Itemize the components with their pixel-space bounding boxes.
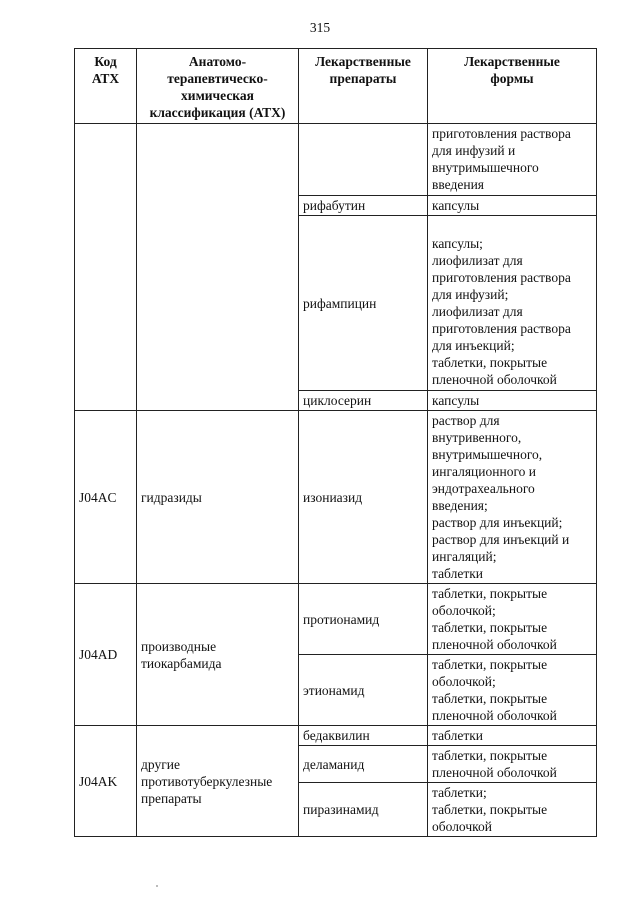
table-row — [75, 124, 597, 196]
forms-cell: таблетки — [428, 726, 597, 746]
forms-cell: таблетки, покрытые пленочной оболочкой — [428, 746, 597, 783]
forms-cell: таблетки, покрытые оболочкой; таблетки, покрытые пленочной оболочкой — [428, 655, 597, 726]
forms-cell: капсулы; лиофилизат для приготовления раствора для инфузий; лиофилизат для приготовления раствора для инъекций; таблетки, покрытые пленочной оболочкой — [428, 216, 597, 391]
table-row — [75, 726, 597, 746]
scan-artifact — [156, 885, 158, 887]
class-cell: производные тиокарбамида — [137, 584, 299, 726]
page-number: 315 — [309, 20, 331, 35]
header-drugs: Лекарственные препараты — [299, 49, 428, 124]
header-classification: Анатомо- терапевтическо- химическая классификация (АТХ) — [137, 49, 299, 124]
drug-cell: этионамид — [299, 655, 428, 726]
forms-cell: капсулы — [428, 391, 597, 411]
drug-cell: протионамид — [299, 584, 428, 655]
table-row — [75, 411, 597, 584]
table-row — [75, 584, 597, 655]
drug-cell: деламанид — [299, 746, 428, 783]
table-header-row — [75, 49, 597, 124]
forms-cell: раствор для внутривенного, внутримышечного, ингаляционного и эндотрахеального введения; раствор для инъекций; раствор для инъекций и ингаляций; таблетки — [428, 411, 597, 584]
header-code: Код АТХ — [75, 49, 137, 124]
atx-table — [74, 48, 597, 837]
code-cell — [75, 124, 137, 411]
drug-cell — [299, 124, 428, 196]
forms-cell: таблетки, покрытые оболочкой; таблетки, покрытые пленочной оболочкой — [428, 584, 597, 655]
drug-cell: циклосерин — [299, 391, 428, 411]
header-forms: Лекарственные формы — [428, 49, 597, 124]
drug-cell: изониазид — [299, 411, 428, 584]
forms-cell: таблетки; таблетки, покрытые оболочкой — [428, 783, 597, 837]
class-cell: гидразиды — [137, 411, 299, 584]
forms-cell: приготовления раствора для инфузий и внутримышечного введения — [428, 124, 597, 196]
class-cell: другие противотуберкулезные препараты — [137, 726, 299, 837]
code-cell: J04AK — [75, 726, 137, 837]
drug-cell: рифабутин — [299, 196, 428, 216]
forms-cell: капсулы — [428, 196, 597, 216]
code-cell: J04AD — [75, 584, 137, 726]
drug-cell: бедаквилин — [299, 726, 428, 746]
drug-cell: рифампицин — [299, 216, 428, 391]
drug-cell: пиразинамид — [299, 783, 428, 837]
class-cell — [137, 124, 299, 411]
code-cell: J04AC — [75, 411, 137, 584]
